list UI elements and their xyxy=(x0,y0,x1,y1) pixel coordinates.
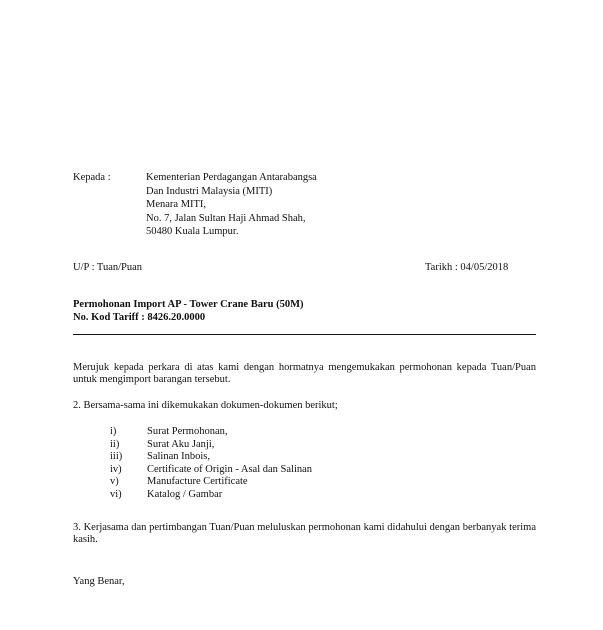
recipient-address xyxy=(146,172,317,240)
list-item-number: v) xyxy=(110,476,119,487)
letter-date: Tarikh : 04/05/2018 xyxy=(425,262,509,273)
attention-line: U/P : Tuan/Puan xyxy=(73,262,143,273)
body-paragraph-3: 3. Kerjasama dan pertimbangan Tuan/Puan meluluskan permohonan kami didahului dengan berbanyak terima kasih. xyxy=(73,522,536,545)
list-item-text: Katalog / Gambar xyxy=(147,488,223,500)
list-item-number: i) xyxy=(110,426,117,437)
list-item-text: Surat Aku Janji, xyxy=(147,438,215,450)
recipient-label: Kepada : xyxy=(73,172,111,183)
list-item-text: Manufacture Certificate xyxy=(147,476,248,487)
subject-tariff-code: No. Kod Tariff : 8426.20.0000 xyxy=(73,312,206,323)
subject-title: Permohonan Import AP - Tower Crane Baru (50M) xyxy=(73,299,304,310)
list-item-number: ii) xyxy=(110,438,120,450)
address-line: 50480 Kuala Lumpur. xyxy=(146,226,239,237)
letter-subject xyxy=(73,299,304,325)
body-paragraph-1: Merujuk kepada perkara di atas kami dengan hormatnya mengemukakan permohonan kepada Tuan/Puan untuk mengimport barangan tersebut. xyxy=(73,362,536,385)
subject-divider xyxy=(73,334,536,335)
list-item-text: Salinan Inbois, xyxy=(147,451,210,462)
list-item-number: iv) xyxy=(110,463,122,475)
closing-salutation: Yang Benar, xyxy=(73,576,125,587)
list-item-text: Surat Permohonan, xyxy=(147,426,228,437)
address-line: Dan Industri Malaysia (MITI) xyxy=(146,185,273,197)
list-item-text: Certificate of Origin - Asal dan Salinan xyxy=(147,463,313,475)
body-paragraph-2: 2. Bersama-sama ini dikemukakan dokumen-dokumen berikut; xyxy=(73,400,338,411)
address-line: Menara MITI, xyxy=(146,199,207,210)
address-line: No. 7, Jalan Sultan Haji Ahmad Shah, xyxy=(146,212,306,224)
list-item-number: vi) xyxy=(110,488,122,500)
list-item-number: iii) xyxy=(110,451,123,462)
address-line: Kementerian Perdagangan Antarabangsa xyxy=(146,172,317,183)
